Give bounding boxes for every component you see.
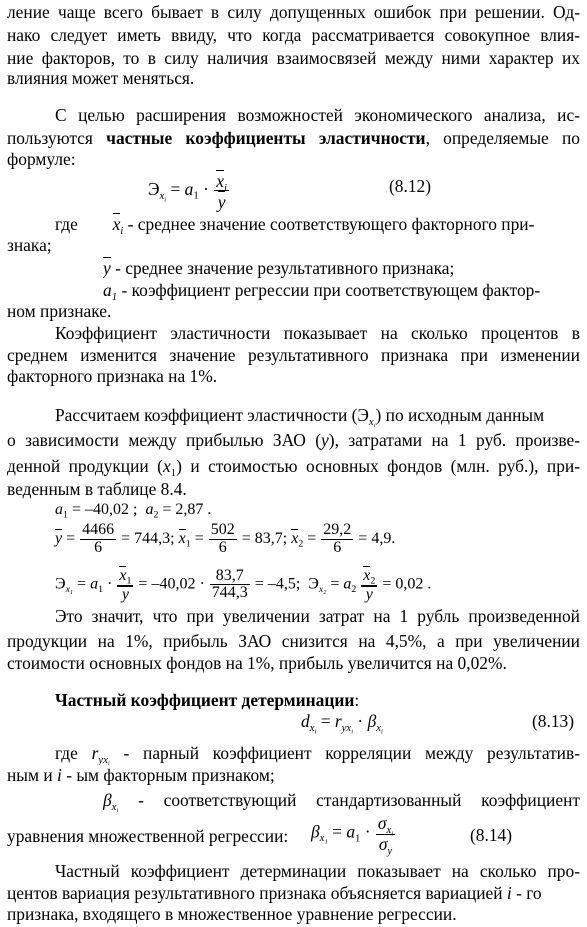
equation-number: (8.12) [389,176,432,196]
symbol: $x_i$ [112,214,124,236]
text-line: ным и i - ым факторным признаком; [7,765,275,785]
where-label: где [55,214,78,234]
text-line [55,213,580,236]
text-line: ние факторов, то в силу наличия взаимосвязей между ними характер их [7,48,580,68]
text-run: центов вариация результативного признака объясняется вариацией [7,883,507,903]
text-run: , определяемые по [425,128,580,148]
text-line [7,127,580,150]
text-line: формуле: [7,149,76,169]
text-line: среднем изменится значение результативного признака при изменении [7,345,580,365]
symbol: y [103,258,111,278]
coefficients-line: $a_1 = -40,02$ ; $a_2 = 2,87$ . [55,501,212,521]
text-run: пользуются [7,128,107,148]
text-run: - коэффициент регрессии при соответствующем фактор- [121,280,541,300]
text-line [103,279,580,302]
text-line [103,789,580,812]
text-line: продукции на 1%, прибыль ЗАО снизится на 4,5%, а при увеличении [7,631,580,651]
means-line: y = $\frac{4466}{6}$ = 744,3; $x_1$ = $\frac{502}{6}$ = 83,7; $x_2$ = $\frac{29,2}{6}$ = 4,9. [55,521,396,556]
text-run: ) по исходным данным [375,405,545,425]
text-run: Рассчитаем коэффициент эластичности ( [55,405,358,425]
text-line: признака, входящего в множественное уравнение регрессии. [7,904,457,924]
text-run: ) и стоимостью основных фондов (млн. руб.), при- [176,456,580,476]
text-run: - среднее значение соответствующего факторного при- [127,214,535,234]
text-run: денной продукции ( [7,456,163,476]
text-line: факторного признака на 1%. [7,366,218,386]
equation-number: (8.14) [470,825,513,845]
text-line [55,404,580,427]
text-line [55,742,580,765]
section-title: Частный коэффициент детерминации: [55,690,360,710]
formula-8-14: $\beta_{x_1} = a_1$ · $\sigma_{x_i}$ $\sigma_y$ [311,813,394,857]
symbol: $r_{yx_i}$ [91,743,110,765]
text-run: ным и [7,765,57,785]
text-line [103,257,580,280]
text-line: веденным в таблице 8.4. [7,479,187,499]
formula-8-12: $Э_{x_i} = a_1$ · $\frac{x_i}{y}$ [148,171,227,213]
symbol: $a_1$ [103,280,118,302]
text-line: знака; [7,235,52,255]
text-line: ном признаке. [7,301,112,321]
bold-term: частные коэффициенты эластичности [106,128,426,148]
text-line: Это значит, что при увеличении затрат на 1 рубль произведенной [55,606,580,626]
elasticity-line: $Э_{x_1} = a_1$ · $\frac{x_1}{y}$ = –40,02 · $\frac{83,7}{744,3}$ = –4,5; $Э_{x_2} = a_2$ $\frac{x_2}{y}$ = 0,02 . [55,566,432,603]
text-line: Коэффициент эластичности показывает на сколько процентов в [55,323,580,343]
text-line: центов вариация результативного признака объясняется вариацией i - го [7,883,542,903]
text-run: о зависимости между прибылью ЗАО ( [7,430,322,450]
text-line: С целью расширения возможностей экономического анализа, ис- [55,105,580,125]
text-run: - соответствующий стандартизованный коэффициент [138,790,580,810]
symbol: $Э_{x_i}$ [357,405,376,427]
text-run: - парный коэффициент корреляции между результатив- [123,743,580,763]
text-run: - ым факторным признаком; [66,765,275,785]
text-run: уравнения множественной регрессии: [7,826,289,846]
equation-number: (8.13) [532,711,575,731]
text-line: нако следует иметь ввиду, что когда рассматривается совокупное влия- [7,25,580,45]
text-line: влияния может меняться. [7,68,195,88]
text-run: - среднее значение результативного признака; [115,258,455,278]
where-label: где [55,743,78,763]
formula-8-13: $d_{x_i} = r_{yx_i} \cdot \beta_{x_i}$ [301,711,383,736]
symbol: $\beta_{x_i}$ [103,790,119,812]
text-line: денной продукции $(x_1)$ и стоимостью основных фондов (млн. руб.), при- [7,456,580,478]
text-run: - го [516,883,542,903]
text-run: ), затратами на 1 руб. произве- [328,430,580,450]
text-line: стоимости основных фондов на 1%, прибыль увеличится на 0,02%. [7,653,507,673]
text-line: Частный коэффициент детерминации показывает на сколько про- [55,861,580,881]
text-line: о зависимости между прибылью ЗАО (y), затратами на 1 руб. произве- [7,430,580,450]
text-line: ление чаще всего бывает в силу допущенных ошибок при решении. Од- [7,2,580,22]
